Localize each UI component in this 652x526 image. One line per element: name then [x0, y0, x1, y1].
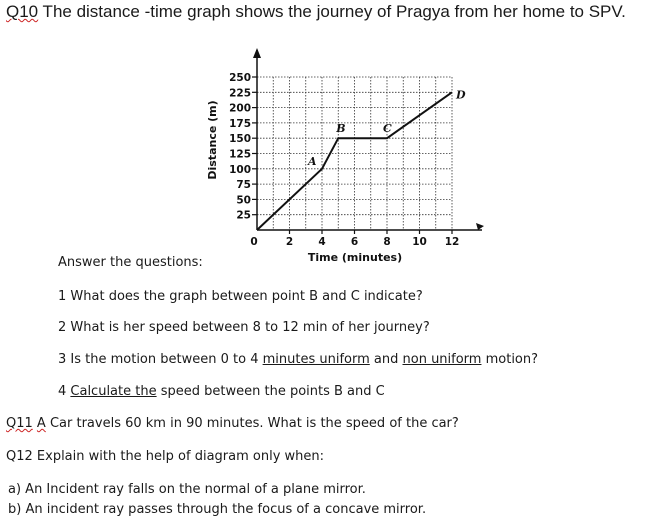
y-tick-label: 150 [229, 133, 251, 146]
question-3 [58, 352, 538, 367]
intro-text: Answer the questions: [58, 255, 203, 270]
y-tick-label: 125 [229, 148, 251, 161]
x-tick-label: 4 [318, 236, 326, 248]
x-tick-label: 2 [285, 236, 294, 248]
question-4 [58, 384, 385, 399]
grid [257, 77, 452, 230]
y-tick-label: 100 [229, 163, 251, 176]
y-axis-arrow [253, 48, 261, 58]
y-tick-label: 225 [229, 87, 251, 100]
question-3-part-c: and [369, 352, 403, 367]
question-3-underlined-nonuniform: non uniform [402, 352, 482, 367]
question-3-part-e: motion? [481, 352, 539, 367]
question-4-underlined: Calculate the [70, 384, 157, 399]
y-axis-label: Distance (m) [206, 100, 219, 180]
point-label-b: B [336, 122, 346, 136]
x-tick-label: 8 [383, 236, 391, 248]
question-4-part-c: speed between the points B and C [156, 384, 385, 399]
question-3-part-a: 3 Is the motion between 0 to 4 [58, 352, 263, 367]
question-12-part-a: a) An Incident ray falls on the normal of a plane mirror. [8, 482, 366, 497]
question-12: Q12 Explain with the help of diagram only when: [6, 449, 325, 464]
point-label-d: D [456, 88, 466, 102]
series [257, 88, 466, 230]
y-tick-label: 175 [229, 117, 251, 130]
x-tick-label: 12 [444, 236, 460, 248]
question-11-text: Car travels 60 km in 90 minutes. What is the speed of the car? [45, 416, 459, 431]
y-tick-label: 250 [229, 72, 251, 84]
ticks [229, 72, 459, 248]
question-1: 1 What does the graph between point B and C indicate? [58, 289, 423, 304]
question-12-part-b: b) An incident ray passes through the focus of a concave mirror. [8, 502, 427, 517]
y-tick-label: 75 [236, 179, 251, 192]
x-tick-label: 10 [412, 236, 427, 248]
question-11-article: A [36, 416, 46, 431]
question-4-part-a: 4 [58, 384, 71, 399]
question-11 [6, 416, 459, 431]
point-label-c: C [383, 122, 392, 136]
x-tick-label: 6 [350, 236, 359, 248]
x-axis-label: Time (minutes) [307, 251, 403, 264]
question-10-text: The distance -time graph shows the journey of Pragya from her home to SPV. [38, 2, 626, 21]
question-11-number: Q11 [6, 416, 33, 431]
question-3-underlined-minutes: minutes uniform [262, 352, 370, 367]
x-axis-arrow [476, 223, 484, 230]
x-tick-label: 0 [250, 236, 258, 248]
question-10-number: Q10 [6, 2, 39, 21]
question-2: 2 What is her speed between 8 to 12 min of her journey? [58, 320, 430, 335]
y-tick-label: 200 [229, 102, 251, 115]
point-label-a: A [308, 154, 317, 168]
y-tick-label: 50 [236, 194, 251, 207]
y-tick-label: 25 [236, 209, 251, 222]
